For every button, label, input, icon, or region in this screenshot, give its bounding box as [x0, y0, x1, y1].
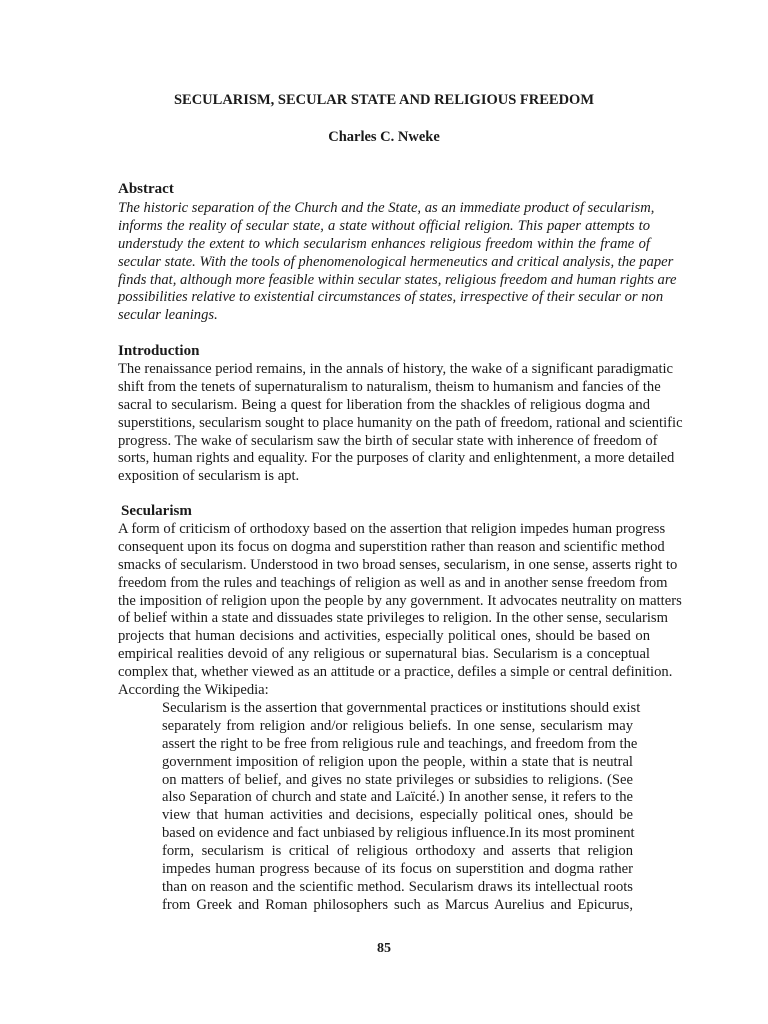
- text-line: freedom from the rules and teachings of religion as well as and in another sense freedom from: [118, 574, 668, 591]
- text-line: superstitions, secularism sought to place humanity on the path of freedom, rational and scientific: [118, 414, 683, 431]
- text-line: exposition of secularism is apt.: [118, 468, 300, 485]
- text-line: The renaissance period remains, in the annals of history, the wake of a significant paradigmatic: [118, 361, 674, 377]
- text-line: smacks of secularism. Understood in two broad senses, secularism, in one sense, asserts right to: [118, 556, 678, 573]
- text-line: the imposition of religion upon the people by any government. It advocates neutrality on matters: [118, 592, 682, 609]
- introduction-body: [118, 361, 683, 486]
- text-line: on matters of belief, and gives no state privileges or subsidies to religions. (See: [162, 771, 633, 788]
- text-line: secular leanings.: [118, 307, 218, 324]
- text-line: of belief within a state and dissuades state privileges to religion. In the other sense, secularism: [118, 610, 668, 627]
- text-line: shift from the tenets of supernaturalism to naturalism, theism to humanism and fancies of the: [118, 378, 661, 395]
- text-line: impedes human progress because of its focus on superstition and dogma rather: [162, 861, 633, 878]
- abstract-body: [118, 200, 677, 325]
- text-line: The historic separation of the Church and the State, as an immediate product of secularism,: [118, 200, 655, 216]
- text-line: government imposition of religion upon the people, within a state that is neutral: [162, 753, 633, 770]
- text-line: based on evidence and fact unbiased by religious influence.In its most prominent: [162, 825, 635, 842]
- page-number: 85: [377, 941, 391, 956]
- text-line: projects that human decisions and activities, especially political ones, should be based on: [118, 628, 650, 645]
- text-line: progress. The wake of secularism saw the birth of secular state with inherence of freedom of: [118, 432, 658, 449]
- text-line: sorts, human rights and equality. For the purposes of clarity and enlightenment, a more detailed: [118, 450, 675, 467]
- text-line: A form of criticism of orthodoxy based on the assertion that religion impedes human progress: [118, 521, 666, 537]
- text-line: Secularism is the assertion that governmental practices or institutions should exist: [162, 700, 641, 716]
- text-line: assert the right to be free from religious rule and teachings, and freedom from the: [162, 735, 638, 752]
- text-line: view that human activities and decisions, especially political ones, should be: [162, 807, 633, 824]
- text-line: informs the reality of secular state, a state without official religion. This paper attempts to: [118, 217, 650, 234]
- paper-title: SECULARISM, SECULAR STATE AND RELIGIOUS FREEDOM: [173, 92, 595, 108]
- text-line: consequent upon its focus on dogma and superstition rather than reason and scientific method: [118, 538, 665, 555]
- secularism-heading: Secularism: [121, 503, 192, 519]
- text-line: understudy the extent to which secularism enhances religious freedom within the frame of: [118, 235, 650, 252]
- text-line: finds that, although more feasible within secular states, religious freedom and human rights are: [118, 271, 677, 288]
- text-line: empirical realities devoid of any religious or supernatural bias. Secularism is a conceptual: [118, 646, 650, 663]
- text-line: According the Wikipedia:: [118, 682, 269, 699]
- text-line: from Greek and Roman philosophers such as Marcus Aurelius and Epicurus,: [162, 896, 633, 913]
- author-name: Charles C. Nweke: [328, 129, 440, 145]
- text-line: than on reason and the scientific method. Secularism draws its intellectual roots: [162, 878, 633, 895]
- text-line: secular state. With the tools of phenomenological hermeneutics and critical analysis, the paper: [118, 253, 674, 270]
- secularism-body: [118, 521, 682, 700]
- text-line: separately from religion and/or religious beliefs. In one sense, secularism may: [162, 717, 633, 734]
- text-line: form, secularism is critical of religious orthodoxy and asserts that religion: [162, 843, 633, 860]
- abstract-heading: Abstract: [118, 181, 174, 197]
- introduction-heading: Introduction: [118, 343, 200, 359]
- text-line: possibilities relative to existential circumstances of states, irrespective of their secular or non: [118, 289, 664, 306]
- text-line: sacral to secularism. Being a quest for liberation from the shackles of religious dogma and: [118, 396, 650, 413]
- text-line: complex that, whether viewed as an attitude or a practice, defiles a simple or central definition.: [118, 664, 673, 681]
- wikipedia-quote: [162, 700, 641, 915]
- text-line: also Separation of church and state and Laïcité.) In another sense, it refers to the: [162, 789, 633, 806]
